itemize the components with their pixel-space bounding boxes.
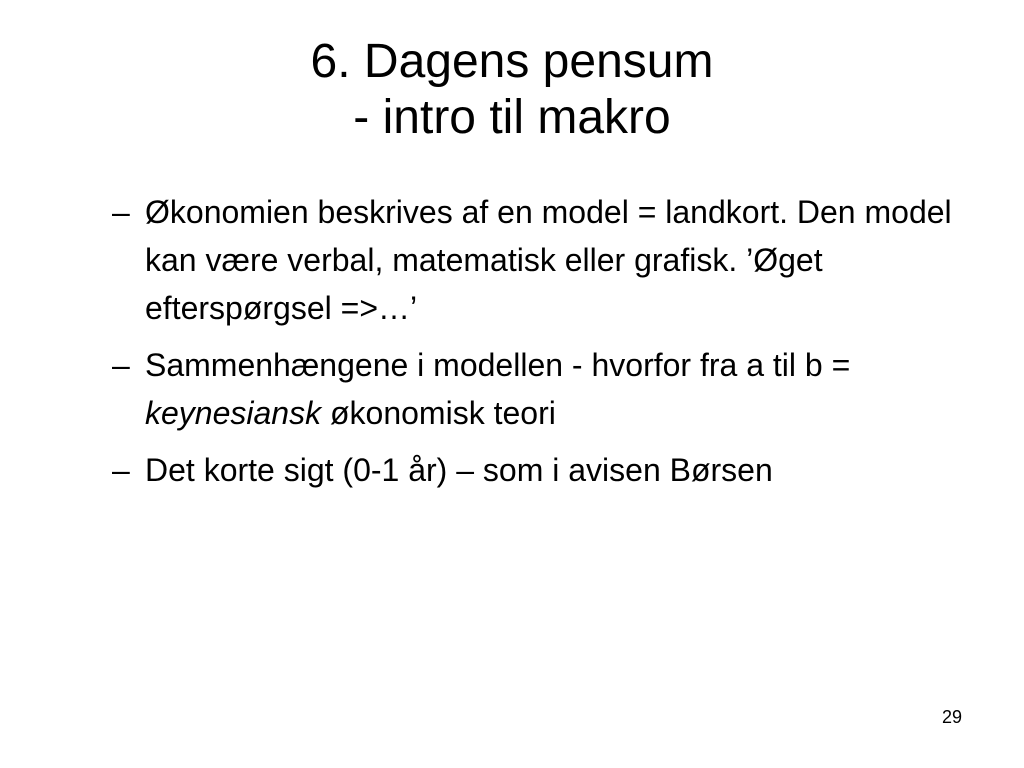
page-number: 29 — [941, 707, 962, 727]
bullet-dash: – — [112, 194, 130, 230]
bullet-item-short-run — [112, 446, 972, 494]
bullet-text: Det korte sigt (0-1 år) – som i avisen Børsen — [145, 452, 773, 488]
title-line-2: - intro til makro — [353, 91, 671, 144]
bullet-text — [145, 347, 850, 431]
bullet-text-italic: keynesiansk — [145, 395, 322, 431]
bullet-list — [112, 188, 972, 503]
bullet-dash: – — [112, 347, 130, 383]
bullet-text: Økonomien beskrives af en model = landkort. Den model kan være verbal, matematisk eller grafisk. ’Øget efterspørgsel =>…’ — [145, 194, 952, 326]
bullet-text-after: økonomisk teori — [321, 395, 556, 431]
bullet-text-before: Sammenhængene i modellen - hvorfor fra a til b = — [145, 347, 851, 383]
bullet-dash: – — [112, 452, 130, 488]
title-line-1: 6. Dagens pensum — [310, 35, 714, 88]
slide-title — [0, 34, 1024, 146]
bullet-item-relations — [112, 341, 972, 437]
bullet-item-model — [112, 188, 972, 332]
